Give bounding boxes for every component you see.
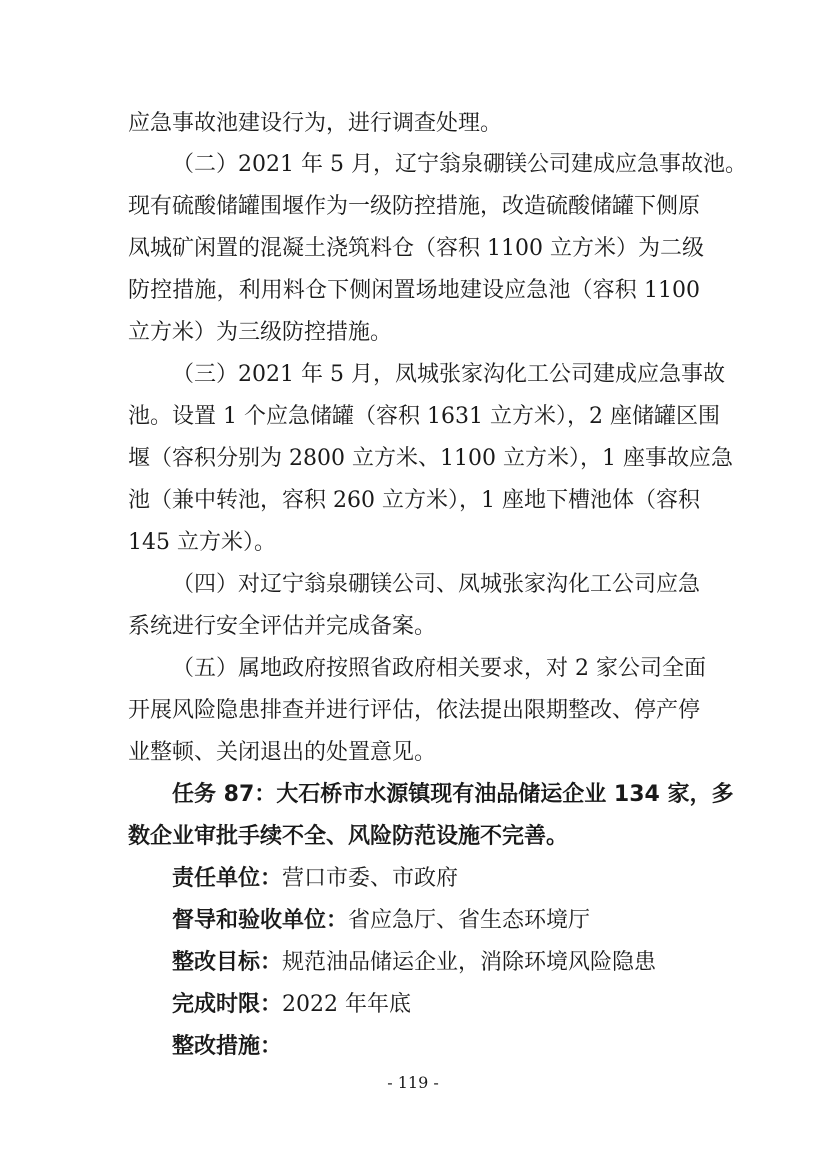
paragraph-line: （四）对辽宁翁泉硼镁公司、凤城张家沟化工公司应急 [172,572,701,597]
paragraph-line: 现有硫酸储罐围堰作为一级防控措施，改造硫酸储罐下侧原 [128,194,701,219]
field-label: 整改措施： [172,1034,283,1059]
field-value: 2022 年年底 [282,992,411,1017]
field-measures [172,1030,282,1064]
task-heading-line: 数企业审批手续不全、风险防范设施不完善。 [128,824,569,849]
paragraph-line: 凤城矿闲置的混凝土浇筑料仓（容积 1100 立方米）为二级 [128,236,704,261]
paragraph-line: 145 立方米）。 [128,530,276,555]
field-responsible-unit [172,862,458,896]
task-heading-line: 任务 87：大石桥市水源镇现有油品储运企业 134 家，多 [172,782,734,807]
field-value: 省应急厅、省生态环境厅 [348,908,591,933]
field-label: 整改目标： [172,950,283,975]
paragraph-line: 池（兼中转池，容积 260 立方米），1 座地下槽池体（容积 [128,488,700,513]
paragraph-line: （二）2021 年 5 月，辽宁翁泉硼镁公司建成应急事故池。 [172,152,747,177]
paragraph-line: 防控措施，利用料仓下侧闲置场地建设应急池（容积 1100 [128,278,700,303]
paragraph-line: 应急事故池建设行为，进行调查处理。 [128,111,503,136]
field-label: 完成时限： [172,992,283,1017]
field-value: 规范油品储运企业，消除环境风险隐患 [282,950,657,975]
paragraph-line: 开展风险隐患排查并进行评估，依法提出限期整改、停产停 [128,698,701,723]
field-rectification-goal [172,946,656,980]
paragraph-line: 系统进行安全评估并完成备案。 [128,614,437,639]
paragraph-line: 立方米）为三级防控措施。 [128,320,393,345]
paragraph-line: 堰（容积分别为 2800 立方米、1100 立方米），1 座事故应急 [128,446,733,471]
paragraph-line: （五）属地政府按照省政府相关要求，对 2 家公司全面 [172,656,706,681]
field-label: 督导和验收单位： [172,908,349,933]
field-deadline [172,988,411,1022]
paragraph-line: 业整顿、关闭退出的处置意见。 [128,740,437,765]
paragraph-line: （三）2021 年 5 月，凤城张家沟化工公司建成应急事故 [172,362,725,387]
paragraph-line: 池。设置 1 个应急储罐（容积 1631 立方米），2 座储罐区围 [128,404,720,429]
field-supervision-unit [172,904,590,938]
page-number: - 119 - [387,1073,439,1092]
field-label: 责任单位： [172,866,283,891]
field-value: 营口市委、市政府 [282,866,459,891]
